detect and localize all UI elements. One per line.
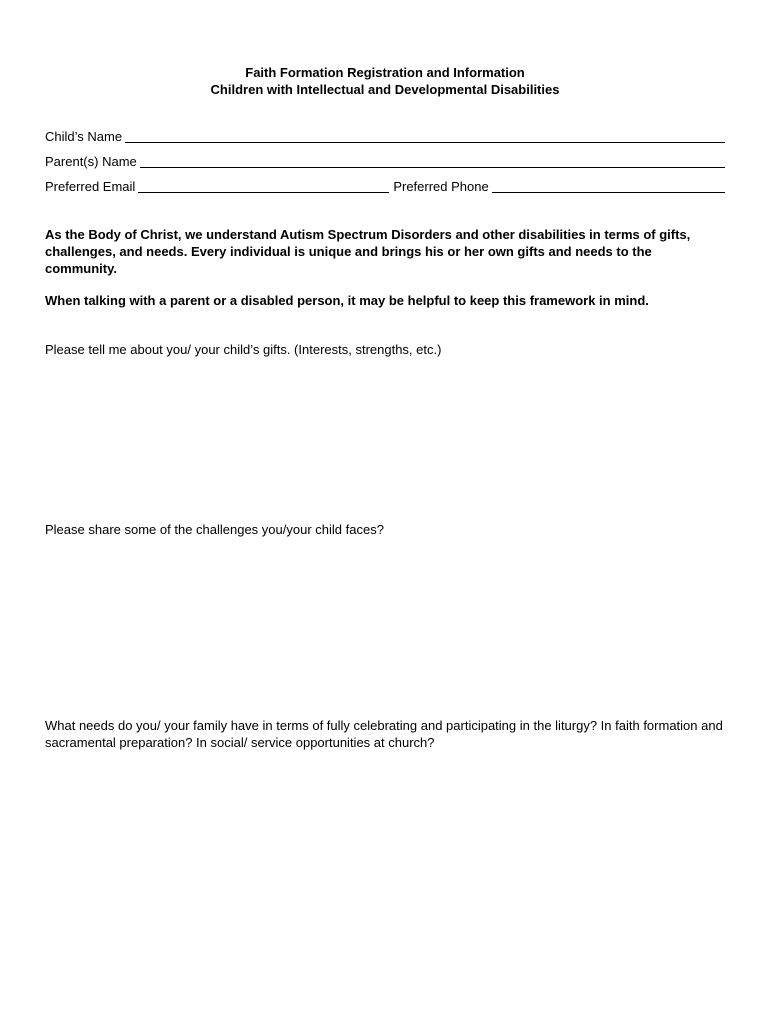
contact-row: [45, 177, 725, 195]
challenges-answer-field[interactable]: [45, 544, 729, 713]
child-name-row: [45, 127, 725, 145]
parent-name-label: Parent(s) Name: [45, 154, 137, 169]
parent-name-row: [45, 152, 725, 170]
gifts-answer-field[interactable]: [45, 364, 729, 518]
needs-question: What needs do you/ your family have in terms of fully celebrating and participating in the liturgy? In faith formation and sacramental preparation? In social/ service opportunities at church?: [45, 718, 723, 750]
framework-paragraph: As the Body of Christ, we understand Autism Spectrum Disorders and other disabilities in terms of gifts, challenges, and needs. Every individual is unique and brings his or her own gifts and needs to the community.: [45, 227, 691, 276]
framework-note: When talking with a parent or a disabled person, it may be helpful to keep this framework in mind.: [45, 293, 649, 308]
email-label: Preferred Email: [45, 179, 136, 194]
challenges-question: Please share some of the challenges you/your child faces?: [45, 522, 384, 537]
parent-name-field[interactable]: [140, 151, 725, 168]
email-field[interactable]: [138, 176, 389, 193]
form-subtitle: Children with Intellectual and Developmental Disabilities: [210, 82, 560, 97]
form-header: [0, 64, 770, 98]
phone-field[interactable]: [492, 176, 725, 193]
needs-answer-field[interactable]: [45, 758, 729, 1002]
gifts-question: Please tell me about you/ your child’s gifts. (Interests, strengths, etc.): [45, 342, 442, 357]
child-name-field[interactable]: [125, 126, 725, 143]
child-name-label: Child’s Name: [45, 129, 123, 144]
form-title: Faith Formation Registration and Information: [245, 65, 525, 80]
phone-label: Preferred Phone: [393, 179, 489, 194]
